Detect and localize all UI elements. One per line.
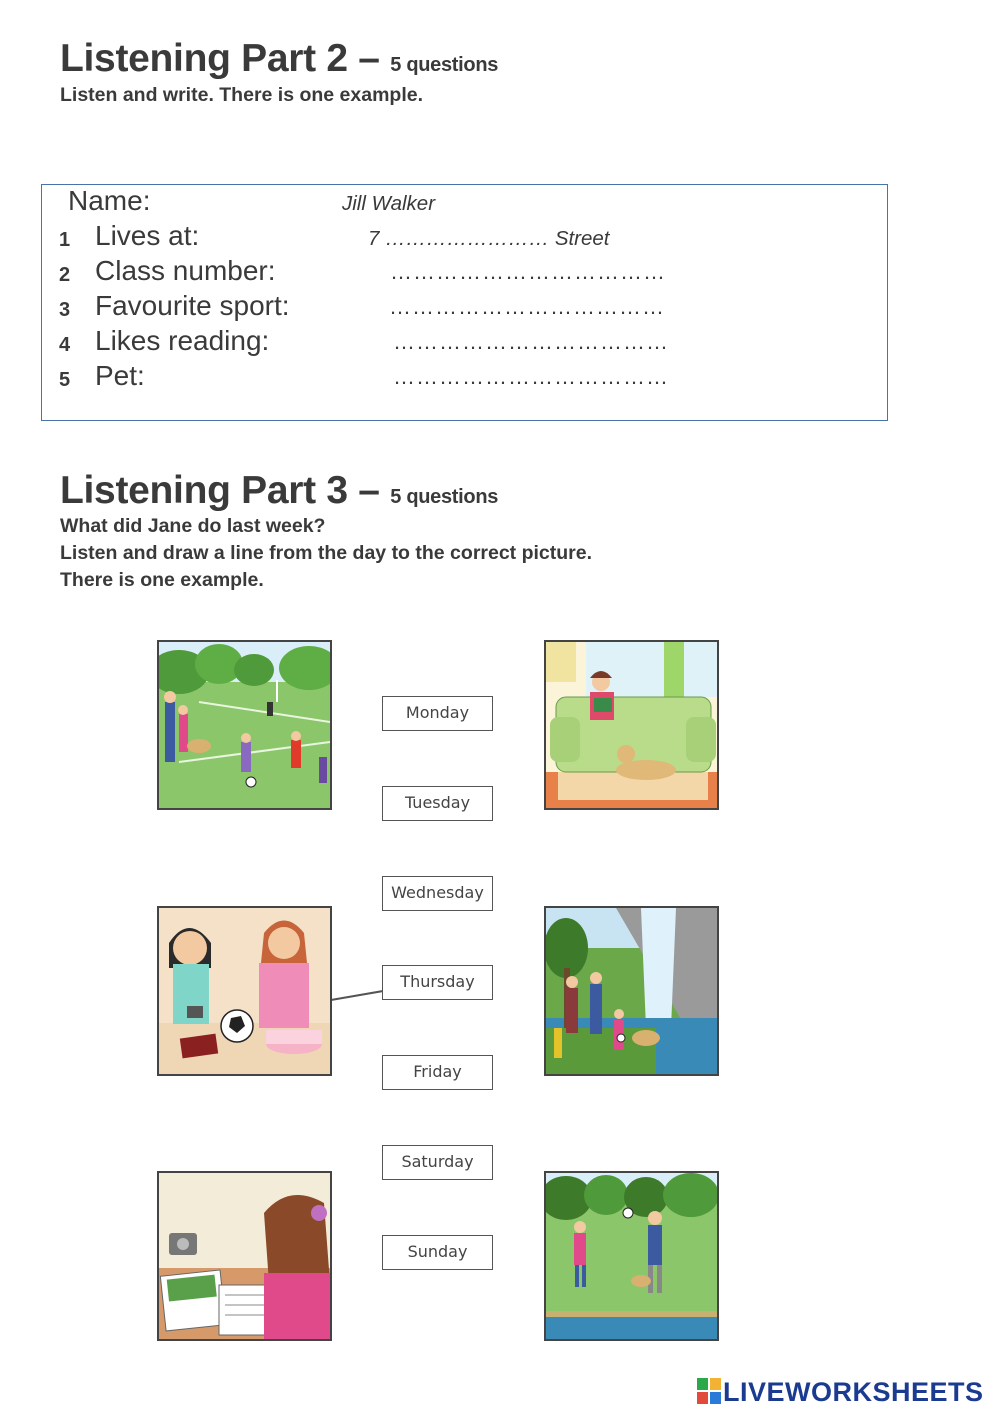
day-monday[interactable]: Monday [382, 696, 493, 731]
day-friday[interactable]: Friday [382, 1055, 493, 1090]
row-5-label: Pet: [95, 360, 145, 391]
row-2-label: Class number: [95, 255, 276, 286]
example-line [330, 985, 385, 1005]
picture-football-park[interactable] [157, 640, 332, 810]
picture-reading-sofa[interactable] [544, 640, 719, 810]
row-2-answer[interactable]: ……………………………… [390, 259, 666, 284]
brand-name: LIVEWORKSHEETS [723, 1377, 984, 1407]
part3-title [60, 469, 498, 513]
row-1-suffix: Street [554, 227, 610, 250]
part3-title-text: Listening Part 3 – [60, 469, 380, 512]
row-1-dots: …………………… [385, 227, 550, 250]
answer-form [41, 184, 888, 421]
part2-instruction: Listen and write. There is one example. [60, 84, 424, 106]
part3-instructions [60, 513, 592, 594]
picture-river-football[interactable] [544, 1171, 719, 1341]
name-label: Name: [68, 185, 151, 216]
part2-question-count: 5 questions [390, 54, 499, 76]
day-thursday[interactable]: Thursday [382, 965, 493, 1000]
row-3-answer[interactable]: ……………………………… [389, 294, 665, 319]
part3-instruction-1: What did Jane do last week? [60, 515, 326, 537]
row-4-label: Likes reading: [95, 325, 270, 356]
row-3-number: 3 [59, 299, 71, 321]
row-2-number: 2 [59, 264, 71, 286]
day-tuesday[interactable]: Tuesday [382, 786, 493, 821]
liveworksheets-icon [697, 1378, 721, 1404]
part2-title [60, 37, 498, 81]
row-3-label: Favourite sport: [95, 290, 290, 321]
picture-waterfall-walk[interactable] [544, 906, 719, 1076]
name-value: Jill Walker [342, 192, 436, 215]
liveworksheets-logo [697, 1377, 984, 1408]
picture-birthday-presents[interactable] [157, 906, 332, 1076]
part2-title-text: Listening Part 2 – [60, 37, 380, 80]
part3-instruction-3: There is one example. [60, 569, 264, 591]
row-1-prefix: 7 [368, 227, 380, 250]
part3-instruction-2: Listen and draw a line from the day to the correct picture. [60, 542, 593, 564]
part3-question-count: 5 questions [390, 486, 499, 508]
row-5-number: 5 [59, 369, 71, 391]
day-wednesday[interactable]: Wednesday [382, 876, 493, 911]
row-5-answer[interactable]: ……………………………… [393, 364, 669, 389]
row-1-number: 1 [59, 229, 71, 251]
row-4-answer[interactable]: ……………………………… [393, 329, 669, 354]
day-sunday[interactable]: Sunday [382, 1235, 493, 1270]
day-saturday[interactable]: Saturday [382, 1145, 493, 1180]
row-1-answer[interactable] [368, 227, 610, 251]
picture-writing-letter[interactable] [157, 1171, 332, 1341]
row-4-number: 4 [59, 334, 71, 356]
row-1-label: Lives at: [95, 220, 200, 251]
